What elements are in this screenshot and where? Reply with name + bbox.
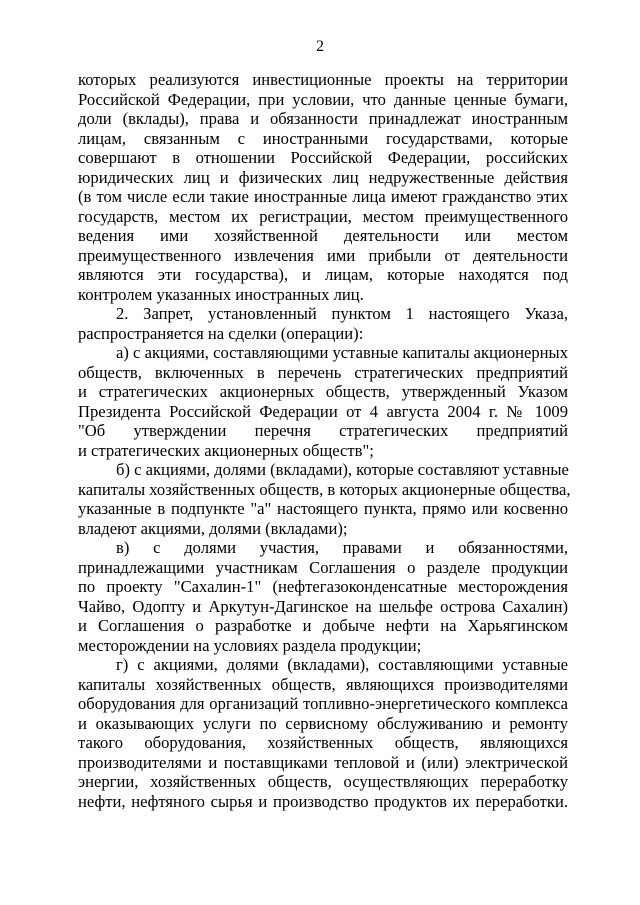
text-line: преимущественного извлечения ими прибыли от деятельности <box>78 245 568 265</box>
text-line: "Об утверждении перечня стратегических предприятий <box>78 421 568 440</box>
text-line: и стратегических акционерных обществ, утвержденный Указом <box>78 382 568 401</box>
text-line: капиталы хозяйственных обществ, в которых акционерные общества, <box>78 479 571 499</box>
text-line: которых реализуются инвестиционные проекты на территории <box>78 70 568 89</box>
text-line: доли (вклады), права и обязанности принадлежат иностранным <box>78 109 568 128</box>
text-line: такого оборудования, хозяйственных обществ, являющихся <box>78 733 568 752</box>
text-line: (в том числе если такие иностранные лица имеют гражданство этих <box>78 187 568 206</box>
text-line: нефти, нефтяного сырья и производство продуктов их переработки. <box>78 791 568 811</box>
text-line: и стратегических акционерных обществ"; <box>78 440 374 460</box>
text-line: производителями и поставщиками тепловой и (или) электрической <box>78 752 568 772</box>
text-line: месторождении на условиях раздела продукции; <box>78 635 422 655</box>
text-line: контролем указанных иностранных лиц. <box>78 284 364 304</box>
text-line: обществ, включенных в перечень стратегических предприятий <box>78 362 568 382</box>
text-line: Российской Федерации, при условии, что данные ценные бумаги, <box>78 89 568 109</box>
text-line: по проекту "Сахалин-1" (нефтегазоконденсатные месторождения <box>78 577 568 596</box>
text-line: совершают в отношении Российской Федерации, российских <box>78 148 568 167</box>
text-line: в) с долями участия, правами и обязанностями, <box>116 538 568 557</box>
document-body <box>78 70 571 811</box>
text-line: б) с акциями, долями (вкладами), которые составляют уставные <box>116 460 569 479</box>
text-line: а) с акциями, составляющими уставные капиталы акционерных <box>116 343 568 362</box>
text-line: владеют акциями, долями (вкладами); <box>78 518 348 538</box>
text-line: энергии, хозяйственных обществ, осуществляющих переработку <box>78 772 568 791</box>
text-line: лицам, связанным с иностранными государствами, которые <box>78 128 568 148</box>
text-line: принадлежащими участникам Соглашения о разделе продукции <box>78 557 568 577</box>
text-line: указанные в подпункте "а" настоящего пункта, прямо или косвенно <box>78 499 568 518</box>
page-number: 2 <box>316 38 324 55</box>
text-line: г) с акциями, долями (вкладами), составляющими уставные <box>116 655 568 674</box>
text-line: капиталы хозяйственных обществ, являющихся производителями <box>78 674 568 694</box>
text-line: Президента Российской Федерации от 4 августа 2004 г. № 1009 <box>78 401 568 421</box>
text-line: и оказывающих услуги по сервисному обслуживанию и ремонту <box>78 713 568 733</box>
text-line: 2. Запрет, установленный пунктом 1 настоящего Указа, <box>116 304 568 323</box>
text-line: распространяется на сделки (операции): <box>78 323 364 343</box>
text-line: государств, местом их регистрации, местом преимущественного <box>78 206 568 226</box>
text-line: Чайво, Одопту и Аркутун-Дагинское на шельфе острова Сахалин) <box>78 596 568 616</box>
text-line: оборудования для организаций топливно-энергетического комплекса <box>78 694 568 713</box>
text-line: являются эти государства), и лицам, которые находятся под <box>78 265 568 284</box>
text-line: юридических лиц и физических лиц недружественные действия <box>78 167 568 187</box>
text-line: и Соглашения о разработке и добыче нефти на Харьягинском <box>78 616 568 635</box>
text-line: ведения ими хозяйственной деятельности или местом <box>78 226 568 245</box>
